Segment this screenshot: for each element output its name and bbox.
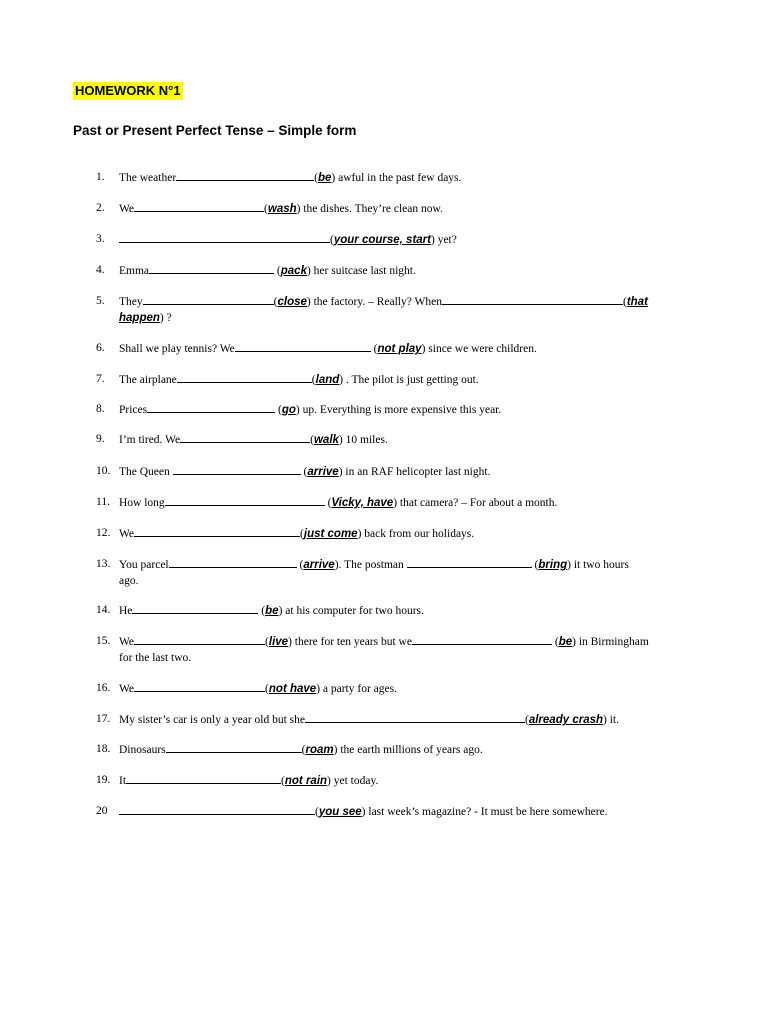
- sentence-text: ) back from our holidays.: [357, 528, 475, 540]
- answer-blank[interactable]: [134, 200, 264, 212]
- sentence-text: (: [330, 234, 334, 246]
- sentence-line: [119, 650, 694, 666]
- verb-hint: already crash: [528, 714, 604, 726]
- exercise-sentence: [119, 200, 694, 217]
- verb-hint: be: [265, 605, 279, 617]
- verb-hint: not rain: [284, 775, 328, 787]
- answer-blank[interactable]: [412, 633, 552, 645]
- exercise-number: 20: [96, 805, 108, 817]
- sentence-line: [119, 573, 694, 589]
- verb-hint: Vicky, have: [331, 497, 394, 509]
- answer-blank[interactable]: [143, 293, 274, 305]
- exercise-number: 13.: [96, 558, 111, 570]
- exercise-number: 16.: [96, 682, 111, 694]
- exercise-number: 14.: [96, 604, 111, 616]
- exercise-number: 3.: [96, 233, 105, 245]
- verb-hint: close: [277, 296, 307, 308]
- sentence-text: ) up. Everything is more expensive this year.: [295, 404, 502, 416]
- verb-hint: walk: [313, 434, 339, 446]
- sentence-text: ) 10 miles.: [338, 434, 388, 446]
- sentence-text: He: [119, 605, 133, 617]
- sentence-line: [119, 340, 694, 357]
- sentence-line: [119, 525, 694, 542]
- sentence-line: [119, 293, 694, 310]
- sentence-line: [119, 200, 694, 217]
- verb-hint: arrive: [303, 559, 335, 571]
- sentence-line: [119, 633, 694, 650]
- sentence-text: (: [531, 559, 539, 571]
- sentence-text: Dinosaurs: [119, 744, 166, 756]
- exercise-sentence: [119, 169, 694, 186]
- sentence-text: (: [314, 172, 318, 184]
- verb-hint: roam: [305, 744, 334, 756]
- sentence-line: [119, 741, 694, 758]
- sentence-text: How long: [119, 497, 165, 509]
- sentence-text: (: [265, 683, 269, 695]
- answer-blank[interactable]: [147, 401, 275, 413]
- sentence-line: [119, 169, 694, 186]
- sentence-text: (: [551, 636, 559, 648]
- exercise-number: 9.: [96, 433, 105, 445]
- answer-blank[interactable]: [169, 556, 297, 568]
- sentence-text: The Queen: [119, 466, 173, 478]
- sentence-text: Shall we play tennis? We: [119, 343, 235, 355]
- exercise-sentence: [119, 772, 694, 789]
- sentence-line: [119, 401, 694, 418]
- sentence-line: [119, 463, 694, 480]
- sentence-line: [119, 680, 694, 697]
- answer-blank[interactable]: [166, 741, 302, 753]
- exercise-sentence: [119, 803, 694, 820]
- answer-blank[interactable]: [134, 680, 265, 692]
- sentence-text: ago.: [119, 575, 139, 587]
- sentence-text: The weather: [119, 172, 177, 184]
- sentence-text: (: [264, 203, 268, 215]
- sentence-line: [119, 371, 694, 388]
- sentence-text: It: [119, 775, 127, 787]
- verb-hint: you see: [318, 806, 362, 818]
- sentence-text: ) awful in the past few days.: [331, 172, 462, 184]
- exercise-sentence: [119, 293, 694, 326]
- verb-hint: go: [281, 404, 296, 416]
- exercise-number: 1.: [96, 171, 105, 183]
- sentence-text: ) her suitcase last night.: [306, 265, 416, 277]
- answer-blank[interactable]: [176, 169, 314, 181]
- sentence-line: [119, 711, 694, 728]
- exercise-number: 11.: [96, 496, 110, 508]
- sentence-text: My sister’s car is only a year old but she: [119, 714, 305, 726]
- answer-blank[interactable]: [126, 772, 281, 784]
- sentence-text: We: [119, 683, 135, 695]
- verb-hint: pack: [280, 265, 307, 277]
- verb-hint: land: [315, 374, 340, 386]
- sentence-text: The airplane: [119, 374, 177, 386]
- exercise-sentence: [119, 401, 694, 418]
- answer-blank[interactable]: [305, 711, 525, 723]
- sentence-text: (: [301, 744, 306, 756]
- sentence-line: [119, 310, 694, 326]
- sentence-line: [119, 772, 694, 789]
- sentence-text: (: [315, 806, 319, 818]
- sentence-text: (: [275, 404, 282, 416]
- exercise-sentence: [119, 340, 694, 357]
- sentence-text: ) there for ten years but we: [288, 636, 412, 648]
- exercise-number: 19.: [96, 774, 111, 786]
- sentence-text: ) the earth millions of years ago.: [333, 744, 483, 756]
- verb-hint: be: [318, 172, 332, 184]
- sentence-text: Emma: [119, 265, 150, 277]
- sentence-text: (: [273, 296, 278, 308]
- verb-hint: not play: [377, 343, 422, 355]
- verb-hint: not have: [268, 683, 317, 695]
- page-subtitle: Past or Present Perfect Tense – Simple form: [73, 123, 357, 138]
- exercise-sentence: [119, 262, 694, 279]
- sentence-line: [119, 803, 694, 820]
- exercise-sentence: [119, 633, 694, 666]
- sentence-text: I’m tired. We: [119, 434, 181, 446]
- sentence-text: (: [265, 636, 269, 648]
- exercise-number: 15.: [96, 635, 111, 647]
- answer-blank[interactable]: [407, 556, 532, 568]
- answer-blank[interactable]: [165, 494, 325, 506]
- exercise-number: 5.: [96, 295, 105, 307]
- sentence-text: We: [119, 636, 135, 648]
- sentence-text: (: [622, 296, 627, 308]
- verb-hint: be: [558, 636, 573, 648]
- verb-hint: just come: [303, 528, 358, 540]
- sentence-text: ) last week’s magazine? - It must be here somewhere.: [361, 806, 608, 818]
- exercise-sentence: [119, 680, 694, 697]
- answer-blank[interactable]: [235, 340, 371, 352]
- sentence-text: ) in an RAF helicopter last night.: [338, 466, 491, 478]
- exercise-sentence: [119, 371, 694, 388]
- sentence-text: ) ?: [159, 312, 172, 324]
- exercise-number: 12.: [96, 527, 111, 539]
- answer-blank[interactable]: [119, 803, 315, 815]
- exercise-number: 4.: [96, 264, 105, 276]
- sentence-text: ) a party for ages.: [316, 683, 397, 695]
- verb-hint: that: [626, 296, 648, 308]
- sentence-text: ) since we were children.: [421, 343, 537, 355]
- sentence-text: (: [311, 374, 316, 386]
- sentence-line: [119, 556, 694, 573]
- sentence-text: ) it.: [603, 714, 619, 726]
- verb-hint: your course, start: [333, 234, 431, 246]
- sentence-text: (: [324, 497, 332, 509]
- sentence-text: ) it two hours: [567, 559, 629, 571]
- exercise-sentence: [119, 431, 694, 448]
- exercise-number: 2.: [96, 202, 105, 214]
- sentence-text: Prices: [119, 404, 148, 416]
- exercise-number: 7.: [96, 373, 105, 385]
- page-heading: HOMEWORK N°1: [75, 83, 181, 98]
- sentence-line: [119, 262, 694, 279]
- sentence-text: We: [119, 528, 135, 540]
- answer-blank[interactable]: [132, 602, 258, 614]
- answer-blank[interactable]: [134, 525, 300, 537]
- sentence-text: (: [296, 559, 304, 571]
- sentence-text: ). The postman: [334, 559, 407, 571]
- sentence-text: We: [119, 203, 135, 215]
- exercise-sentence: [119, 463, 694, 480]
- exercise-number: 6.: [96, 342, 105, 354]
- sentence-text: (: [525, 714, 529, 726]
- sentence-text: ) yet today.: [327, 775, 379, 787]
- sentence-text: ) the factory. – Really? When: [306, 296, 442, 308]
- sentence-text: You parcel: [119, 559, 169, 571]
- answer-blank[interactable]: [177, 371, 312, 383]
- verb-hint: live: [268, 636, 289, 648]
- verb-hint: wash: [267, 203, 297, 215]
- sentence-text: ) . The pilot is just getting out.: [339, 374, 479, 386]
- answer-blank[interactable]: [442, 293, 623, 305]
- sentence-text: (: [274, 265, 281, 277]
- exercise-number: 18.: [96, 743, 111, 755]
- exercise-number: 10.: [96, 465, 111, 477]
- sentence-text: ) the dishes. They’re clean now.: [296, 203, 443, 215]
- sentence-text: (: [281, 775, 285, 787]
- exercise-sentence: [119, 525, 694, 542]
- sentence-line: [119, 431, 694, 448]
- sentence-text: (: [310, 434, 314, 446]
- verb-hint: arrive: [307, 466, 339, 478]
- sentence-line: [119, 231, 694, 248]
- sentence-line: [119, 602, 694, 619]
- sentence-text: (: [370, 343, 378, 355]
- sentence-text: (: [300, 466, 308, 478]
- exercise-sentence: [119, 711, 694, 728]
- sentence-text: ) in Birmingham: [572, 636, 649, 648]
- answer-blank[interactable]: [173, 463, 301, 475]
- sentence-text: (: [258, 605, 266, 617]
- verb-hint: bring: [538, 559, 568, 571]
- sentence-text: (: [300, 528, 304, 540]
- answer-blank[interactable]: [134, 633, 265, 645]
- exercise-number: 17.: [96, 713, 111, 725]
- answer-blank[interactable]: [180, 431, 310, 443]
- exercise-sentence: [119, 231, 694, 248]
- sentence-text: They: [119, 296, 143, 308]
- sentence-text: ) yet?: [431, 234, 457, 246]
- exercise-sentence: [119, 602, 694, 619]
- answer-blank[interactable]: [119, 231, 330, 243]
- sentence-text: ) at his computer for two hours.: [278, 605, 424, 617]
- sentence-text: ) that camera? – For about a month.: [393, 497, 558, 509]
- sentence-line: [119, 494, 694, 511]
- exercise-sentence: [119, 556, 694, 589]
- answer-blank[interactable]: [149, 262, 274, 274]
- verb-hint: happen: [119, 312, 160, 324]
- exercise-sentence: [119, 494, 694, 511]
- exercise-number: 8.: [96, 403, 105, 415]
- sentence-text: for the last two.: [119, 652, 192, 664]
- exercise-sentence: [119, 741, 694, 758]
